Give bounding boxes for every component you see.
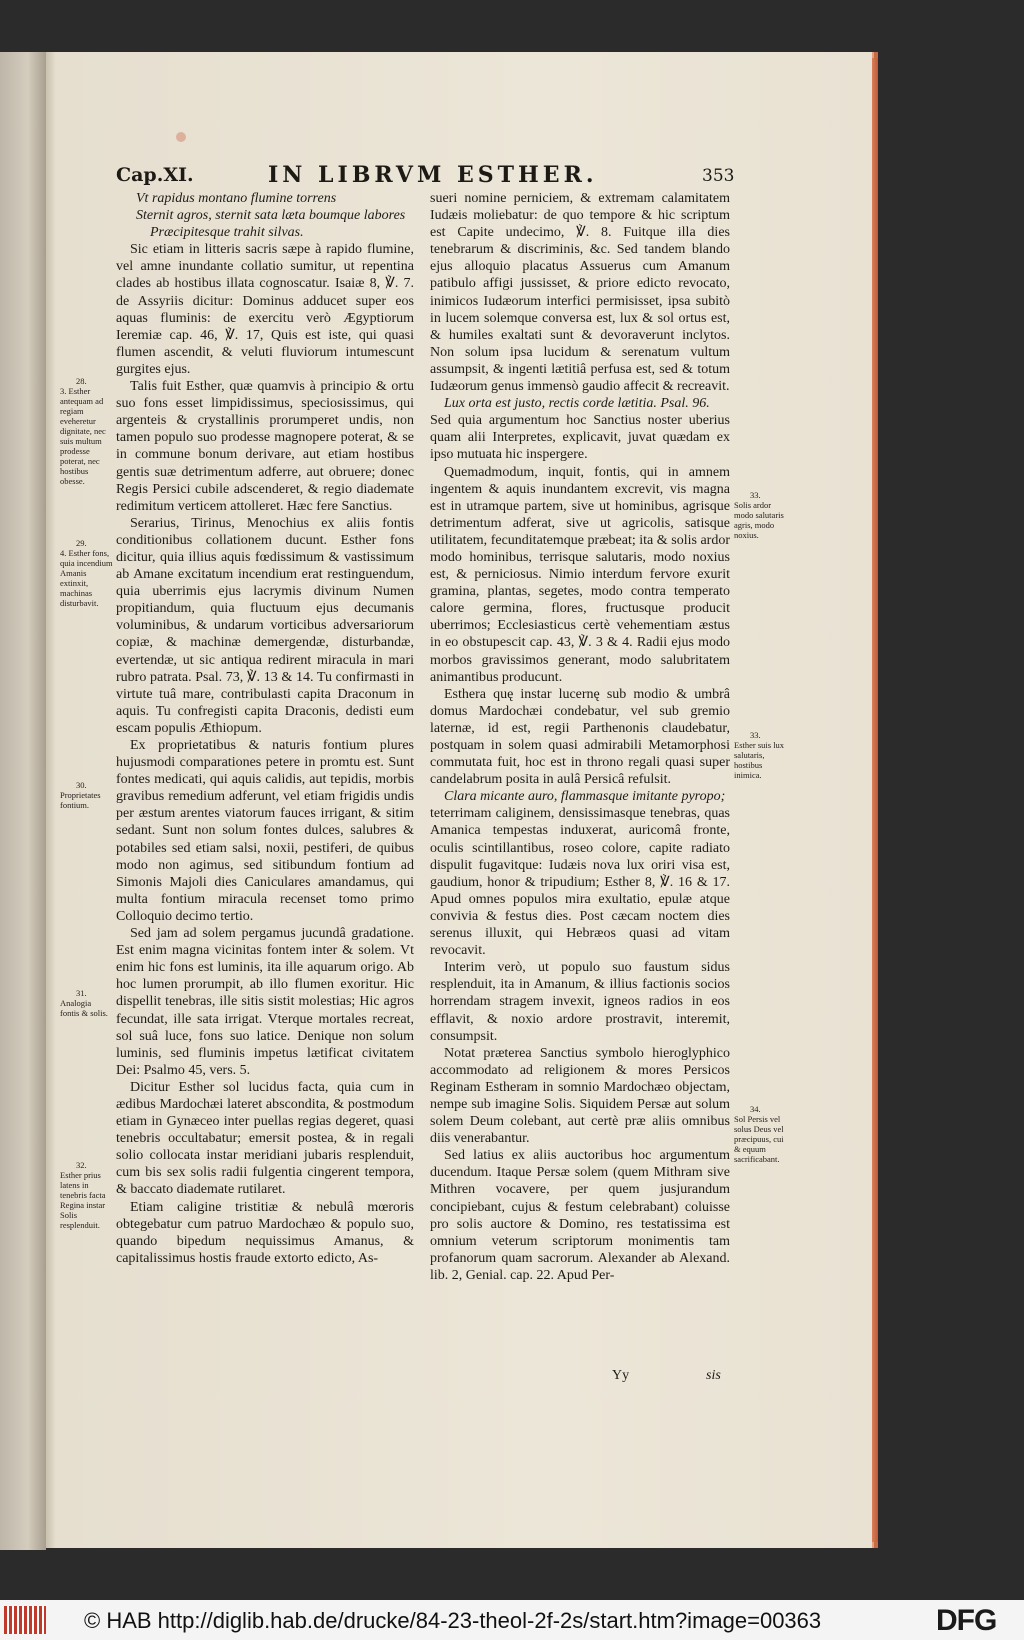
quotation: Clara micante auro, flammasque imitante pyropo; xyxy=(444,789,726,805)
text-column-left xyxy=(116,190,414,1267)
margin-note-text: 3. Esther antequam ad regiam eveheretur dignitate, nec suis multum prodesse poterat, nec hostibus obesse. xyxy=(60,386,106,486)
margin-note-number: 28. xyxy=(76,376,87,386)
margin-note xyxy=(734,730,788,780)
paragraph: Sed quia argumentum hoc Sanctius noster uberius quam alii Interpretes, explicavit, juvat quædam ex ipso mutuata hic inspergere. xyxy=(430,413,730,463)
margin-note xyxy=(60,538,114,608)
margin-note xyxy=(60,1160,114,1230)
book-title: IN LIBRVM ESTHER. xyxy=(268,162,598,188)
margin-note-text: Analogia fontis & solis. xyxy=(60,998,108,1018)
signature-mark: Yy xyxy=(612,1368,630,1383)
paragraph: sueri nomine perniciem, & extremam calamitatem Iudæis moliebatur: de quo tempore & hic scriptum est Capite undecimo, ℣. 8. Fuitque illa dies tenebrarum & discriminis, &c. Sed tandem blando ejus alloquio placatus Assuerus cum Amanum patibulo affigi jussisset, & priore edicto revocato, inimicos Iudæorum interfici permisisset, ipsa subitò in lucem solemque conversa est, lux & sol ortus est, & humiles exaltati sunt & devoraverunt inclytos. Non solum ipsa lucidum & serenatum vultum assumpsit, & ingenti lætitiâ perfusa est, sed & totum Iudæorum genus immensò gaudio affecit & recreavit. xyxy=(430,191,730,395)
quotation: Lux orta est justo, rectis corde lætitia. Psal. 96. xyxy=(444,396,710,412)
paragraph: Sic etiam in litteris sacris sæpe à rapido flumine, vel amne inundante collatio sumitur, ut repentina clades ab hostibus illata cognoscatur. Isaiæ 8, ℣. 7. de Assyriis dicitur: Dominus adducet super eos aquas fluminis: de exercitu verò Ægyptiorum Ieremiæ cap. 46, ℣. 17, Quis est iste, qui quasi flumen ascendit, & veluti fluviorum intumescunt gurgites ejus. xyxy=(116,242,414,377)
barcode-icon xyxy=(4,1606,46,1634)
paragraph: Sed latius ex aliis auctoribus hoc argumentum ducendum. Itaque Persæ solem (quem Mithram sive Mithren vocavere, per quem jusjurandum concipiebant, cujus & festum celebrabant) coluisse pro solis auctore & Domino, res testatissima est omnium veterum scriptorum monimentis tam profanorum quam sacrorum. Alexander ab Alexand. lib. 2, Genial. cap. 22. Apud Per- xyxy=(430,1148,730,1283)
facing-page-edge xyxy=(0,52,46,1550)
margin-note-text: 4. Esther fons, quia incendium Amanis extinxit, machinas disturbavit. xyxy=(60,548,113,608)
paragraph: Interim verò, ut populo suo faustum sidus resplenduit, ita in Amanum, & illius factionis socios horrendam stragem invexit, igneos radios in eos efflavit, & noxio ardore prostravit, interemit, consumpsit. xyxy=(430,960,730,1044)
verse-line: Præcipitesque trahit silvas. xyxy=(150,225,304,241)
text-column-right xyxy=(430,190,730,1284)
catchword: sis xyxy=(706,1368,721,1383)
margin-note xyxy=(734,490,788,540)
margin-note xyxy=(734,1104,790,1164)
paragraph: Dicitur Esther sol lucidus facta, quia cum in ædibus Mardochæi lateret abscondita, & postmodum etiam in Gynæceo inter puellas regias degeret, quasi tenebris occultabatur; emersit postea, & in regali solio collocata instar meridiani jubaris resplenduit, cum bis sex solis radii fulgentia cingerent tempora, & baccato diademate rutilaret. xyxy=(116,1079,414,1198)
margin-note-number: 33. xyxy=(750,490,761,500)
paragraph: Talis fuit Esther, quæ quamvis à principio & ortu suo fons esset limpidissimus, speciosissimus, qui argenteis & crystallinis prorumperet undis, non tamen populo suo prodesse magnopere poterat, & se in commune bonum derivare, aut etiam hostibus gentis suæ detrimentum adferre, aut obruere; donec Regis Persici cubile adscenderet, & regio diademate redimitum verticem attolleret. Hæc fere Sanctius. xyxy=(116,379,414,514)
dfg-logo: DFG xyxy=(936,1604,997,1637)
margin-note-text: Esther suis lux salutaris, hostibus inimica. xyxy=(734,740,785,780)
paragraph: teterrimam caliginem, densissimasque tenebras, quas Amanica tempestas induxerat, auricomâ fronte, oculis scintillantibus, roseo colore, capite radiato dispulit fugavitque: Iudæis nova lux oriri visa est, gaudium, honor & tripudium; Esther 8, ℣. 16 & 17. Apud omnes populos mira exultatio, epulæ atque convivia & festus dies. Post cæcam noctem dies serenus illuxit, qui Hebræos quasi ad vitam revocavit. xyxy=(430,806,730,959)
paragraph: Sed jam ad solem pergamus jucundâ gradatione. Est enim magna vicinitas fontem inter & solem. Vt enim hic fons est luminis, ita ille aquarum origo. Ab hoc lumen prorumpit, ab illo flumen exoritur. Hic dispellit tenebras, ille sitis sistit molestias; Hic agros fecundat, ille sata irrigat. Vterque mortales recreat, sol suâ luce, fons suo latice. Denique non solum luminis, sed fluminis impetus lætificat civitatem Dei: Psalmo 45, vers. 5. xyxy=(116,926,414,1078)
copyright-url[interactable]: © HAB http://diglib.hab.de/drucke/84-23-theol-2f-2s/start.htm?image=00363 xyxy=(84,1608,822,1633)
footer-bar xyxy=(0,1600,1024,1640)
margin-note-number: 32. xyxy=(76,1160,87,1170)
page-number: 353 xyxy=(702,166,735,186)
paragraph: Esthera quę instar lucernę sub modio & umbrâ domus Mardochæi condebatur, vel sub gremio laternæ, id est, regii Parthenonis claudebatur, postquam in solem quasi admirabili Metamorphosi commutata fuit, hoc est in throno regali quasi super candelabrum posita in aulâ Persicâ refulsit. xyxy=(430,686,730,788)
margin-note-text: Proprietates fontium. xyxy=(60,790,101,810)
margin-note-text: Sol Persis vel solus Deus vel præcipuus, cui & equum sacrificabant. xyxy=(734,1114,784,1164)
paragraph: Etiam caligine tristitiæ & nebulâ mœroris obtegebatur cum patruo Mardochæo & populo suo, quando bipedum nequissimus Amanus, & capitalissimus hostis fraude extorto edicto, As- xyxy=(116,1199,414,1266)
margin-note xyxy=(60,780,110,810)
verse-line: Vt rapidus montano flumine torrens xyxy=(136,191,337,206)
paragraph: Notat præterea Sanctius symbolo hieroglyphico accommodato ad religionem & mores Persicos Reginam Estheram in somnio Mardochæo objectam, nempe sub imagine Solis. Siquidem Persæ aut solum solem Deum colebant, aut certè præ aliis omnibus diis venerabantur. xyxy=(430,1045,730,1147)
margin-note-text: Esther prius latens in tenebris facta Regina instar Solis resplenduit. xyxy=(60,1170,106,1230)
margin-note-number: 30. xyxy=(76,780,87,790)
paper-stain xyxy=(176,132,186,142)
verse-line: Sternit agros, sternit sata læta boumque labores xyxy=(136,208,406,224)
margin-note-number: 33. xyxy=(750,730,761,740)
margin-note-number: 31. xyxy=(76,988,87,998)
margin-note-number: 34. xyxy=(750,1104,761,1114)
margin-note xyxy=(60,376,114,486)
paragraph: Serarius, Tirinus, Menochius ex aliis fontis conditionibus collationem ducunt. Esther fons dicitur, quia illius aquis fœdissimum & vastissimum ab Amane excitatum incendium erat restinguendum, quia uberrimis ejus lacrymis divinum Numen propitiandum, quia fluctuum ejus decumanis voluminibus, & undarum vorticibus adversariorum copiæ, & machinæ demergendæ, disturbandæ, evertendæ, ut sic antiqua redirent miracula in mari rubro patrata. Psal. 73, ℣. 13 & 14. Tu confirmasti in virtute tuâ mare, contribulasti capita Draconum in aquis. Tu confregisti capita Draconis, dedisti eum escam populis Æthiopum. xyxy=(116,515,414,736)
margin-note-text: Solis ardor modo salutaris agris, modo noxius. xyxy=(734,500,784,540)
margin-note xyxy=(60,988,110,1018)
paragraph: Quemadmodum, inquit, fontis, qui in amnem ingentem & aquis inundantem excrevit, vis magna est in utramque partem, sive ut hominibus, agrisque detrimentum adferat, sive ut agricolis, satisque utilitatem, fecunditatemque præbeat; ita & solis ardor modo hominibus, terrisque salutaris, modo noxius est, & perniciosus. Nimio interdum fervore exurit gramina, plantas, segetes, modo contra temperato calore germina, flores, fructusque producit uberrimos; Ecclesiasticus certè vehementiam æstus in eo obstupescit cap. 43, ℣. 3 & 4. Radii ejus modo morbos gravissimos generant, modo salubritatem animantibus producunt. xyxy=(430,464,730,685)
paragraph: Ex proprietatibus & naturis fontium plures hujusmodi comparationes petere in promtu est. Sunt fontes medicati, qui aquis calidis, aut tepidis, morbis gravibus remedium adferunt, vel etiam frigidis undis per æstum arentes viatorum fauces irrigant, & sitim sedant. Sunt non solum fontes dulces, salubres & potabiles sed etiam salsi, noxii, pestiferi, de quibus modo non agimus, sed sitibundum fontium ad Simonis Majoli dies Caniculares amandamus, qui multa fontium miracula recenset tomo primo Colloquio decimo tertio. xyxy=(116,738,414,924)
chapter-label: Cap.XI. xyxy=(116,164,194,186)
margin-note-number: 29. xyxy=(76,538,87,548)
page-red-edge xyxy=(872,58,878,1542)
